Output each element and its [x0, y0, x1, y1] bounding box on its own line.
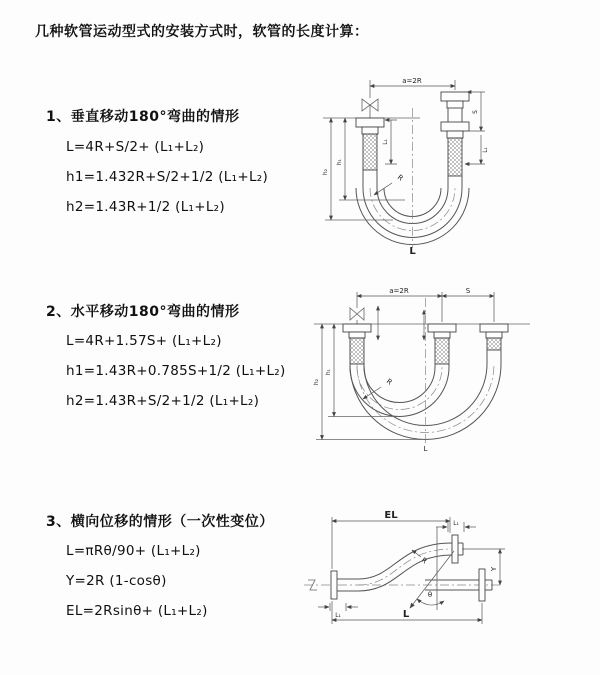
- displaced-flange: [452, 535, 463, 563]
- right-pipe-fitting: [441, 92, 469, 188]
- dim-label-h2: h₂: [323, 169, 329, 175]
- dim-label-l1-bottom: L₁: [335, 613, 341, 619]
- left-pipe-fitting: [356, 118, 384, 188]
- dim-label-l1-top: L₁: [453, 521, 459, 527]
- dim-label-l1-right: L₁: [483, 147, 489, 153]
- pipe-fitting-fixed: [343, 324, 371, 364]
- dim-label-h1: h₁: [326, 369, 332, 375]
- diagram-lateral-displacement: [300, 507, 585, 632]
- dim-label-s: S: [465, 287, 471, 295]
- diagram-horizontal-180-bend: [312, 284, 537, 454]
- dim-label-r: R: [419, 556, 429, 566]
- dim-label-a2r: a=2R: [389, 287, 409, 295]
- pipe-fitting-position-1: [428, 324, 456, 364]
- dim-label-l: L: [423, 445, 428, 453]
- section-1-heading: 1、垂直移动180°弯曲的情形: [46, 109, 240, 125]
- formula-s2-h2: h2=1.43R+S/2+1/2 (L₁+L₂): [66, 393, 260, 409]
- formula-s2-h1: h1=1.43R+0.785S+1/2 (L₁+L₂): [66, 363, 286, 379]
- formula-s3-y: Y=2R (1-cosθ): [66, 573, 167, 589]
- formula-s1-h2: h2=1.43R+1/2 (L₁+L₂): [66, 199, 225, 215]
- hose-s-curve: [358, 543, 452, 591]
- diagram-vertical-180-bend: [315, 72, 520, 257]
- pipe-fitting-position-2: [480, 324, 508, 364]
- dim-label-l1-left: L₁: [383, 139, 389, 145]
- valve-icon: [362, 99, 378, 118]
- formula-s3-l: L=πRθ/90+ (L₁+L₂): [66, 543, 201, 559]
- formula-s1-l: L=4R+S/2+ (L₁+L₂): [66, 139, 205, 155]
- dim-label-el: EL: [384, 510, 398, 521]
- dim-label-h1: h₁: [337, 159, 343, 165]
- formula-s3-el: EL=2Rsinθ+ (L₁+L₂): [66, 603, 208, 619]
- dim-label-theta: θ: [427, 591, 433, 599]
- dim-label-r: R: [384, 377, 394, 387]
- dim-label-h2: h₂: [314, 379, 320, 385]
- dim-label-r: R: [395, 173, 405, 183]
- formula-s2-l: L=4R+1.57S+ (L₁+L₂): [66, 333, 222, 349]
- dim-label-a2r: a=2R: [402, 77, 422, 85]
- valve-icon: [350, 308, 364, 324]
- dim-label-l: L: [409, 246, 416, 257]
- page-title: 几种软管运动型式的安装方式时，软管的长度计算：: [35, 24, 369, 40]
- section-2-heading: 2、水平移动180°弯曲的情形: [46, 304, 240, 320]
- formula-s1-h1: h1=1.432R+S/2+1/2 (L₁+L₂): [66, 169, 269, 185]
- section-3-heading: 3、横向位移的情形（一次性变位）: [46, 514, 274, 530]
- dim-label-l: L: [402, 609, 410, 620]
- dim-label-s: S: [473, 110, 479, 114]
- dim-label-y: Y: [490, 566, 498, 572]
